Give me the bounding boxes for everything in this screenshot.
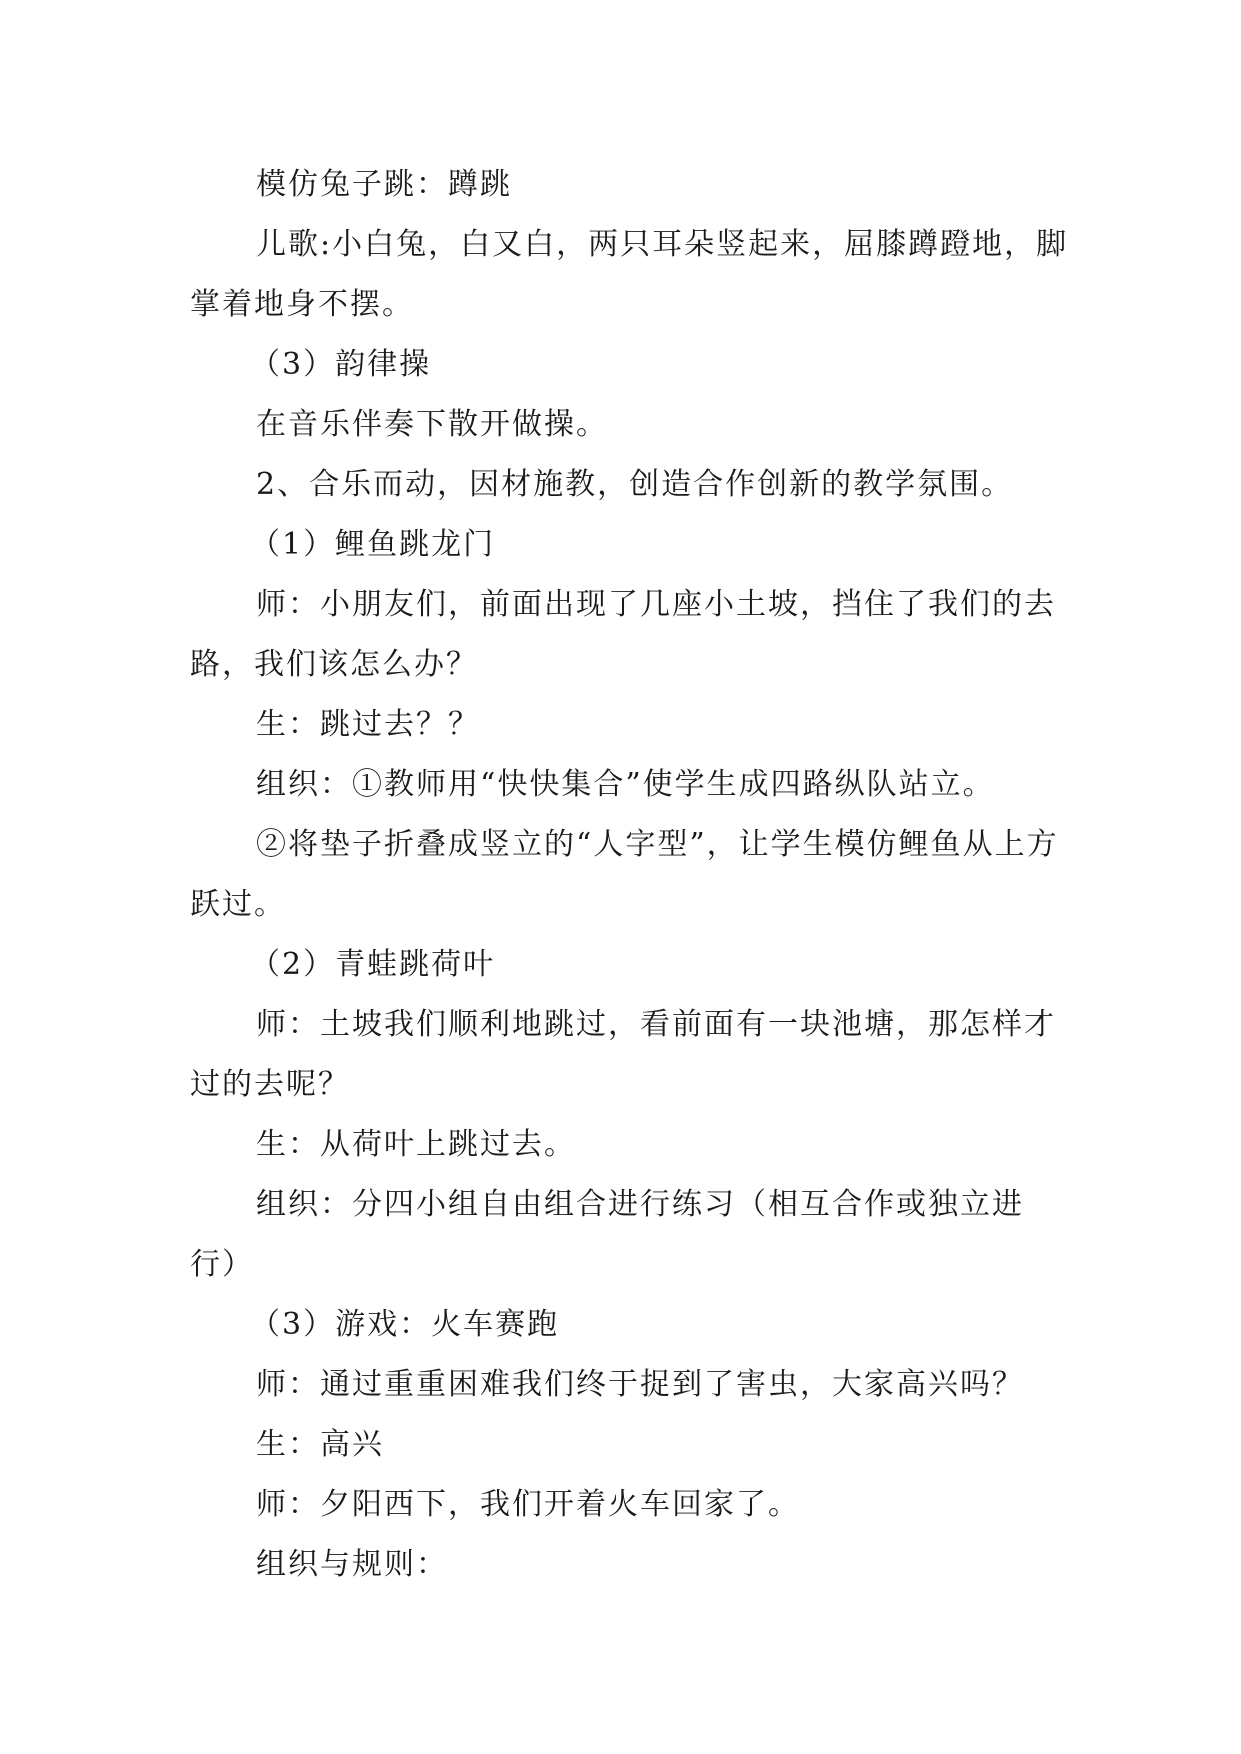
paragraph: 模仿兔子跳：蹲跳 [256, 167, 512, 202]
paragraph: 组织：①教师用“快快集合”使学生成四路纵队站立。 [256, 767, 995, 802]
section-heading: （2）青蛙跳荷叶 [250, 947, 496, 982]
section-heading: （1）鲤鱼跳龙门 [250, 527, 496, 562]
section-heading: （3）游戏：火车赛跑 [250, 1307, 560, 1342]
paragraph: 生：从荷叶上跳过去。 [256, 1127, 576, 1162]
paragraph: 师：夕阳西下，我们开着火车回家了。 [256, 1487, 800, 1522]
document-body [190, 155, 1070, 1595]
paragraph: 儿歌:小白兔，白又白，两只耳朵竖起来，屈膝蹲蹬地，脚掌着地身不摆。 [190, 227, 1069, 322]
section-heading: （3）韵律操 [250, 347, 432, 382]
paragraph: 生：跳过去？？ [256, 707, 480, 742]
paragraph: 师：小朋友们，前面出现了几座小土坡，挡住了我们的去路，我们该怎么办？ [190, 587, 1056, 682]
paragraph: ②将垫子折叠成竖立的“人字型”，让学生模仿鲤鱼从上方跃过。 [190, 827, 1059, 922]
paragraph: 2、合乐而动，因材施教，创造合作创新的教学氛围。 [256, 467, 1014, 502]
paragraph: 组织：分四小组自由组合进行练习（相互合作或独立进行） [190, 1187, 1024, 1282]
paragraph: 生：高兴 [256, 1427, 384, 1462]
paragraph: 师：通过重重困难我们终于捉到了害虫，大家高兴吗？ [256, 1367, 1024, 1402]
paragraph: 在音乐伴奏下散开做操。 [256, 407, 608, 442]
paragraph: 师：土坡我们顺利地跳过，看前面有一块池塘，那怎样才过的去呢？ [190, 1007, 1056, 1102]
paragraph: 组织与规则： [256, 1547, 448, 1582]
